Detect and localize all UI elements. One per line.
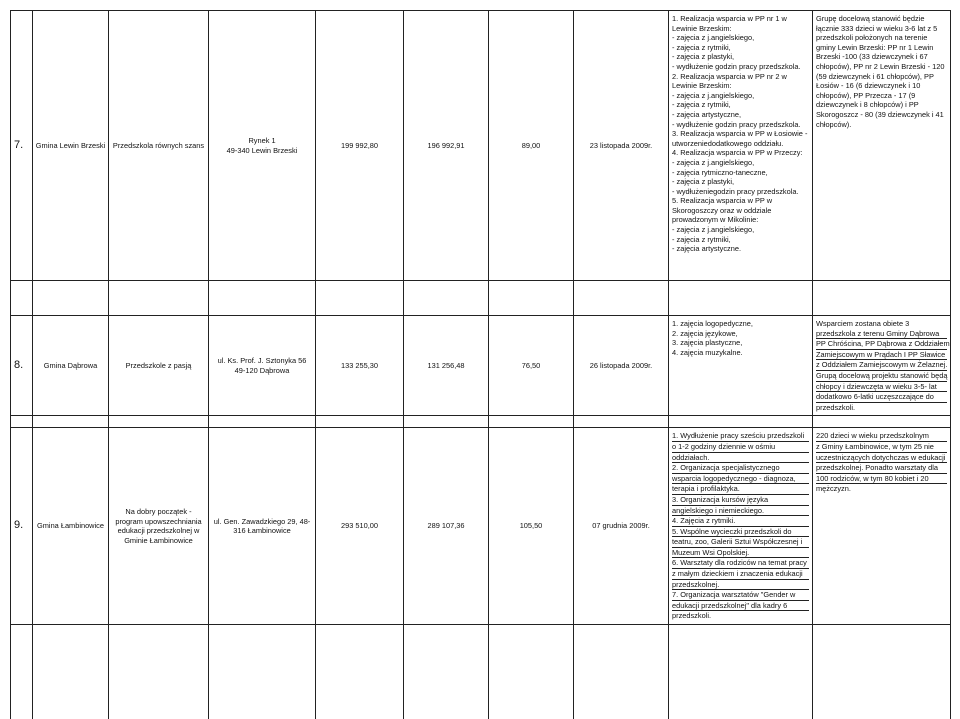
score-cell: 89,00 [489,11,574,281]
activity-line: - zajęcia artystyczne, [672,109,742,119]
address-line: Rynek 1 [248,135,276,145]
target-line: gminy Lewin Brzeski: PP nr 1 Lewin [816,42,934,52]
activity-line: - wydłużenie godzin pracy przedszkola. [672,61,801,71]
activity-line: 1. zajęcia logopedyczne, [672,319,753,328]
activities-cell [669,11,813,281]
project-name-cell [109,428,209,625]
address-cell [209,428,316,625]
target-line: Grupę docelową stanowić będzie [816,14,925,23]
activity-line: 6. Warsztaty dla rodziców na temat pracy [672,558,809,569]
activities-cell [669,316,813,416]
gmina-cell: Gmina Dąbrowa [33,316,109,416]
target-line: dodatkowo 6-latki uczęszczające do [816,392,947,403]
target-line: Skorogoszcz - 80 (39 dziewczynek i 41 [816,109,944,119]
target-line: łącznie 333 dzieci w wieku 3-6 lat z 5 [816,23,938,33]
address-line: ul. Ks. Prof. J. Sztonyka 56 [217,356,307,366]
activity-line: Muzeum Wsi Opolskiej. [672,548,809,559]
activity-line: - zajęcia z plastyki, [672,177,735,187]
activity-line: - zajęcia artystyczne. [672,244,742,254]
score-cell: 105,50 [489,428,574,625]
activity-line: 2. zajęcia językowe, [672,328,738,338]
grant-table [10,10,951,719]
address-line: 316 Łambinowice [233,526,291,536]
target-line: przedszkola z terenu Gminy Dąbrowa [816,329,947,340]
activity-line: 4. Realizacja wsparcia w PP w Przeczy: [672,148,803,158]
target-line: Łosiów - 16 (6 dziewczynek i 10 [816,81,921,91]
target-line: przedszkolnej. Ponadto warsztaty dla [816,463,947,474]
target-line: dziewczynek i 8 chłopców) i PP [816,100,919,110]
activity-line: 3. Realizacja wsparcia w PP w Łosiowie - [672,129,808,139]
project-name-line: Gminie Łambinowice [124,535,193,545]
activity-line: edukacji przedszkolnej" dla kadry 6 [672,601,809,612]
target-line: przedszkoli. [816,402,856,412]
target-line: chłopców). [816,119,852,129]
target-line: chłopcy i dziewczęta w wieku 3-5- lat [816,382,947,393]
activity-line: 2. Realizacja wsparcia w PP nr 2 w [672,71,787,81]
activity-line: 5. Realizacja wsparcia w PP w [672,196,773,206]
activity-line: 3. zajęcia plastyczne, [672,338,743,348]
activity-line: - zajęcia z rytmiki, [672,42,731,52]
activity-line: - wydłużeniegodzin pracy przedszkola. [672,186,799,196]
gmina-cell: Gmina Lewin Brzeski [33,11,109,281]
address-line: ul. Gen. Zawadzkiego 29, 48- [213,516,311,526]
activity-line: oddziałach. [672,453,809,464]
target-line: Zamiejscowym w Prądach I PP Sławice [816,349,946,359]
total-value-cell: 133 255,30 [316,316,404,416]
table-row [11,11,951,281]
activity-line: - zajęcia z rytmiki, [672,234,731,244]
activity-line: 4. Zajęcia z rytmiki. [672,516,809,527]
activity-line: przedszkoli. [672,611,712,621]
activity-line: terapia i profilaktyka. [672,484,809,495]
project-name-line: program upowszechniania [115,516,202,526]
target-line: Grupą docelową projektu stanowić będą [816,370,948,380]
date-cell: 07 grudnia 2009r. [574,428,669,625]
activities-cell [669,428,813,625]
activity-line: - zajęcia z j.angielskiego, [672,90,755,100]
gmina-cell: Gmina Łambinowice [33,428,109,625]
activity-line: Lewinie Brzeskim: [672,81,732,91]
project-name-cell: Przedszkola równych szans [109,11,209,281]
activity-line: wsparcia logopedycznego - diagnoza, [672,474,809,485]
activity-line: teatru, zoo, Galerii Sztui Współczesnej i [672,537,809,548]
address-cell [209,11,316,281]
row-spacer [11,416,951,428]
target-line: z Gminy Łambinowice, w tym 25 nie [816,442,947,453]
project-name-cell: Przedszkole z pasją [109,316,209,416]
target-group-cell [813,428,951,625]
target-line: 220 dzieci w wieku przedszkolnym [816,431,947,442]
target-line: PP Chróścina, PP Dąbrowa z Oddziałem [816,339,950,349]
activity-line: prowadzonym w Mikolinie: [672,215,759,225]
target-line: Brzeski -100 (33 dziewczynek i 67 [816,52,928,62]
target-line: mężczyzn. [816,484,851,494]
funding-value-cell: 289 107,36 [404,428,489,625]
target-line: 100 rodziców, w tym 80 kobiet i 20 [816,474,947,485]
activity-line: 2. Organizacja specjalistycznego [672,463,809,474]
activity-line: 7. Organizacja warsztatów "Gender w [672,590,809,601]
target-line: z Oddziałem Zamiejscowym w Żelaznej. [816,360,948,370]
row-spacer [11,625,951,719]
activity-line: utworzeniedodatkowego oddziału. [672,138,784,148]
date-cell: 23 listopada 2009r. [574,11,669,281]
row-number: 7. [11,11,33,281]
activity-line: Lewinie Brzeskim: [672,23,732,33]
target-group-cell [813,316,951,416]
activity-line: - zajęcia z rytmiki, [672,100,731,110]
activity-line: - zajęcia rytmiczno-taneczne, [672,167,768,177]
activity-line: z małym dzieckiem i znaczenia edukacji [672,569,809,580]
activity-line: 5. Wspólne wycieczki przedszkoli do [672,527,809,538]
target-line: Wsparciem zostana obiete 3 [816,319,910,328]
activity-line: - zajęcia z plastyki, [672,52,735,62]
table-row [11,428,951,625]
total-value-cell: 199 992,80 [316,11,404,281]
activity-line: przedszkolnej. [672,580,809,591]
activity-line: - zajęcia z j.angielskiego, [672,225,755,235]
project-name-line: edukacji przedszkolnej w [117,526,200,536]
funding-value-cell: 196 992,91 [404,11,489,281]
target-group-cell [813,11,951,281]
activity-line: 4. zajęcia muzykalne. [672,347,743,357]
row-spacer [11,281,951,316]
address-line: 49-120 Dąbrowa [234,365,290,375]
target-line: chłopców), PP Przecza - 17 (9 [816,90,916,100]
row-number: 8. [11,316,33,416]
activity-line: 3. Organizacja kursów języka [672,495,809,506]
target-line: chłopców), PP nr 2 Lewin Brzeski - 120 [816,61,945,71]
address-cell [209,316,316,416]
total-value-cell: 293 510,00 [316,428,404,625]
target-line: (59 dziewczynek i 61 chłopców), PP [816,71,934,81]
activity-line: 1. Wydłużenie pracy sześciu przedszkoli [672,431,809,442]
table-row [11,316,951,416]
date-cell: 26 listopada 2009r. [574,316,669,416]
score-cell: 76,50 [489,316,574,416]
activity-line: - zajęcia z j.angielskiego, [672,33,755,43]
activity-line: Skorogoszczy oraz w oddziale [672,205,772,215]
address-line: 49-340 Lewin Brzeski [226,145,298,155]
activity-line: - wydłużenie godzin pracy przedszkola. [672,119,801,129]
activity-line: o 1-2 godziny dziennie w ośmiu [672,442,809,453]
activity-line: - zajęcia z j.angielskiego, [672,157,755,167]
target-line: uczestniczących dotychczas w edukacji [816,452,946,462]
funding-value-cell: 131 256,48 [404,316,489,416]
row-number: 9. [11,428,33,625]
project-name-line: Na dobry początek - [125,507,192,516]
activity-line: 1. Realizacja wsparcia w PP nr 1 w [672,14,787,23]
target-line: przedszkoli położonych na terenie [816,33,928,43]
activity-line: angielskiego i niemieckiego. [672,506,809,517]
